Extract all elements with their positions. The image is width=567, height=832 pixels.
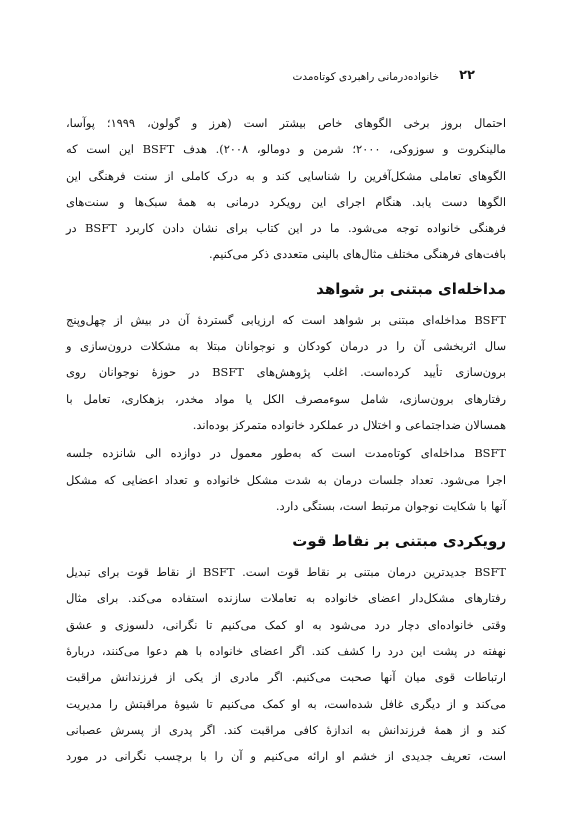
text-line: نهفته در پشت این درد را کشف کند. اگر اعضای خانواده با هم دعوا می‌کنند، دربارهٔ xyxy=(66,644,506,659)
text-line: الگوهای تعاملی مشکل‌آفرین را شناسایی کند و به درک کاملی از سنت فرهنگی این xyxy=(66,168,506,183)
text-line: است، تعریف جدیدی از خشم او ارائه می‌کنیم و آن را با برچسب نگرانی در مورد xyxy=(66,749,506,764)
text-line: وقتی خانواده‌ای دچار درد می‌شود به او کمک می‌کنیم تا نگرانی، دلسوزی و عشق xyxy=(66,617,506,632)
section-heading-evidence-based: مداخله‌ای مبتنی بر شواهد xyxy=(316,279,506,298)
text-line: BSFT جدیدترین درمان مبتنی بر نقاط قوت است. BSFT از نقاط قوت برای تبدیل xyxy=(66,565,506,580)
text-line: BSFT مداخله‌ای کوتاه‌مدت است که به‌طور معمول در دوازده الی شانزده جلسه xyxy=(66,446,506,461)
evidence-paragraph-2 xyxy=(66,440,506,519)
strengths-paragraph xyxy=(66,559,506,769)
running-header xyxy=(92,68,475,86)
text-line: آنها با شکایت نوجوان مرتبط است، بستگی دارد. xyxy=(275,498,506,513)
text-line: همسالان ضداجتماعی و اختلال در عملکرد خانواده متمرکز بوده‌اند. xyxy=(192,417,506,432)
text-line: برون‌سازی تأیید کرده‌است. اغلب پژوهش‌های BSFT در حوزهٔ نوجوانان روی xyxy=(66,365,506,380)
text-line: سال اثربخشی آن را در درمان کودکان و نوجوانان مبتلا به مشکلات درون‌سازی و xyxy=(66,339,506,354)
page-number: ۲۲ xyxy=(459,68,475,83)
text-line: مالینکروت و سوزوکی، ۲۰۰۰؛ شرمن و دومالو، ۲۰۰۸). هدف BSFT این است که xyxy=(66,142,506,157)
text-line: بافت‌های فرهنگی مختلف مثال‌های بالینی متعددی ذکر می‌کنیم. xyxy=(209,247,506,262)
text-line: می‌کند و از دیگری غافل شده‌است، به او کمک می‌کنیم تا شیوهٔ مراقبتش را مدیریت xyxy=(66,696,506,711)
text-line: الگوها دست یابد. هنگام اجرای این رویکرد درمانی به همهٔ سبک‌ها و سنت‌های xyxy=(66,194,506,209)
text-line: کند و از همهٔ فرزندانش به اندازهٔ کافی مراقبت کند. اگر پدری از پسرش عصبانی xyxy=(66,722,506,737)
page-body xyxy=(66,110,506,770)
section-heading-strengths-based: رویکردی مبتنی بر نقاط قوت xyxy=(292,532,506,551)
text-line: احتمال بروز برخی الگوهای خاص بیشتر است (هرز و گولون، ۱۹۹۹؛ پوآسا، xyxy=(66,116,506,130)
text-line: رفتارهای برون‌سازی، شامل سوءمصرف الکل یا مواد مخدر، بزهکاری، تعامل با xyxy=(66,391,506,406)
text-line: رفتارهای مشکل‌دار اعضای خانواده به تعاملات سازنده استفاده می‌کند. برای مثال xyxy=(66,591,506,606)
text-line: اجرا می‌شود. تعداد جلسات درمان به شدت مشکل خانواده و تعداد اعضایی که مشکل xyxy=(66,472,506,487)
text-line: ارتباطات قوی میان آنها صحبت می‌کنیم. اگر مادری از یکی از فرزندانش مراقبت xyxy=(66,670,506,685)
text-line: فرهنگی خانواده توجه می‌شود. ما در این کتاب برای نشان دادن کاربرد BSFT در xyxy=(66,221,506,236)
evidence-paragraph-1 xyxy=(66,307,506,438)
running-book-title: خانواده‌درمانی راهبردی کوتاه‌مدت xyxy=(292,71,439,83)
text-line: BSFT مداخله‌ای مبتنی بر شواهد است که ارزیابی گستردهٔ آن در بیش از چهل‌وپنج xyxy=(66,312,506,327)
intro-paragraph xyxy=(66,110,506,268)
